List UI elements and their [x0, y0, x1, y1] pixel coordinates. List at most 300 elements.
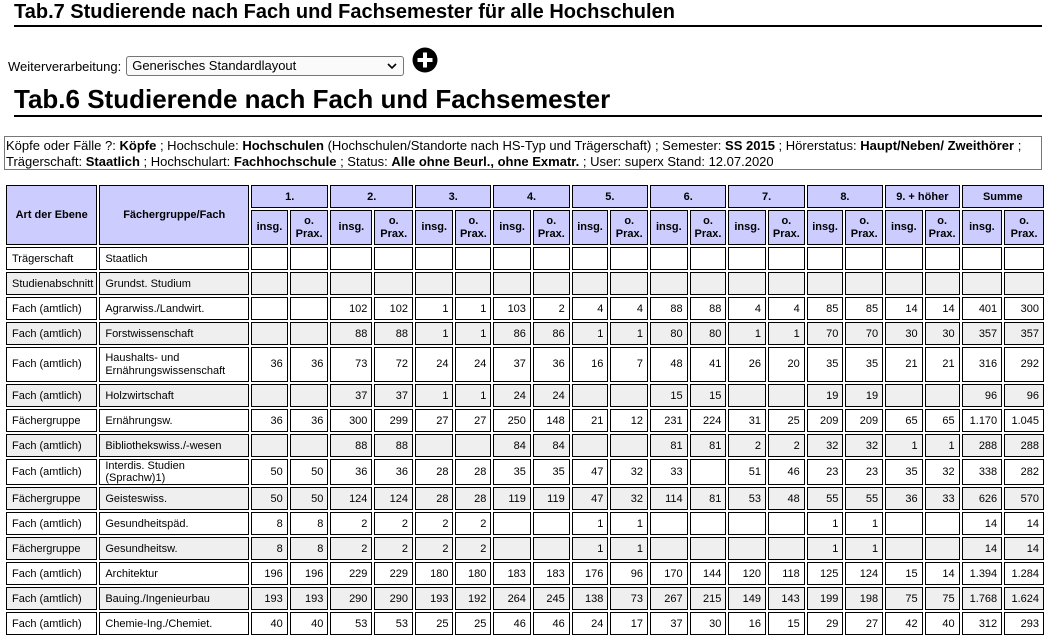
cell-value: 119	[493, 487, 531, 510]
cell-art-der-ebene: Fach (amtlich)	[6, 587, 97, 610]
cell-value: 1.045	[1004, 409, 1044, 432]
subheader-o-prax: o. Prax.	[845, 210, 883, 245]
cell-value: 118	[768, 562, 805, 585]
cell-value: 25	[415, 612, 453, 635]
cell-value: 35	[533, 459, 570, 485]
cell-value: 250	[493, 409, 531, 432]
subheader-insg: insg.	[962, 210, 1003, 245]
table-row	[6, 562, 1044, 585]
cell-value: 14	[925, 562, 960, 585]
cell-value: 73	[330, 347, 372, 382]
column-header-semester: 3.	[415, 185, 491, 208]
cell-value: 28	[415, 459, 453, 485]
cell-value: 103	[493, 297, 531, 320]
cell-value: 84	[493, 434, 531, 457]
cell-value: 25	[455, 612, 491, 635]
info-value-hochschulart: Fachhochschule	[233, 154, 337, 169]
cell-value	[290, 434, 329, 457]
cell-fach: Architektur	[99, 562, 249, 585]
cell-value: 29	[807, 612, 844, 635]
cell-value: 36	[251, 347, 288, 382]
subheader-o-prax: o. Prax.	[690, 210, 727, 245]
cell-value: 1.394	[962, 562, 1003, 585]
subheader-o-prax: o. Prax.	[925, 210, 960, 245]
cell-value: 2	[728, 434, 766, 457]
cell-value	[690, 512, 727, 535]
cell-value: 80	[650, 322, 688, 345]
cell-value	[330, 272, 372, 295]
info-key-koepfe: Köpfe oder Fälle ?:	[6, 138, 116, 153]
subheader-insg: insg.	[650, 210, 688, 245]
cell-fach: Agrarwiss./Landwirt.	[99, 297, 249, 320]
cell-value	[251, 322, 288, 345]
cell-value: 88	[330, 322, 372, 345]
cell-value	[690, 247, 727, 270]
cell-value	[572, 247, 609, 270]
cell-value: 19	[807, 384, 844, 407]
cell-value: 224	[690, 409, 727, 432]
table-6-title: Tab.6 Studierende nach Fach und Fachsemester	[14, 84, 1042, 117]
cell-value: 4	[572, 297, 609, 320]
cell-value: 1	[415, 297, 453, 320]
cell-value: 65	[885, 409, 923, 432]
cell-value: 23	[807, 459, 844, 485]
cell-value	[768, 247, 805, 270]
table-body	[6, 247, 1044, 635]
cell-value	[845, 272, 883, 295]
cell-value: 4	[768, 297, 805, 320]
cell-value: 28	[455, 459, 491, 485]
cell-value: 70	[845, 322, 883, 345]
cell-value	[925, 537, 960, 560]
table-row	[6, 347, 1044, 382]
cell-value	[533, 272, 570, 295]
cell-value: 124	[845, 562, 883, 585]
cell-fach: Staatlich	[99, 247, 249, 270]
cell-value: 2	[415, 537, 453, 560]
cell-value: 198	[845, 587, 883, 610]
cell-value: 75	[925, 587, 960, 610]
cell-value: 229	[374, 562, 413, 585]
subheader-insg: insg.	[251, 210, 288, 245]
info-user-stand: ; User: superx Stand: 12.07.2020	[582, 154, 774, 169]
info-key-status: ; Status:	[340, 154, 388, 169]
column-header-faechergruppe-fach: Fächergruppe/Fach	[99, 185, 249, 245]
cell-value: 35	[493, 459, 531, 485]
cell-value: 48	[768, 487, 805, 510]
cell-value: 196	[290, 562, 329, 585]
cell-value	[925, 384, 960, 407]
cell-value: 124	[330, 487, 372, 510]
cell-value	[533, 512, 570, 535]
cell-value: 53	[728, 487, 766, 510]
cell-value: 2	[455, 537, 491, 560]
cell-value: 1.284	[1004, 562, 1044, 585]
cell-value: 1	[610, 512, 648, 535]
cell-value	[330, 247, 372, 270]
cell-value	[455, 434, 491, 457]
cell-fach: Bauing./Ingenieurbau	[99, 587, 249, 610]
cell-value	[728, 512, 766, 535]
cell-value: 30	[690, 612, 727, 635]
cell-value: 15	[885, 562, 923, 585]
cell-value: 357	[962, 322, 1003, 345]
cell-value	[415, 247, 453, 270]
cell-value: 14	[962, 512, 1003, 535]
cell-value	[251, 272, 288, 295]
cell-art-der-ebene: Fächergruppe	[6, 487, 97, 510]
cell-value: 32	[925, 459, 960, 485]
cell-value	[728, 272, 766, 295]
cell-value: 1	[572, 512, 609, 535]
subheader-o-prax: o. Prax.	[374, 210, 413, 245]
column-header-semester: 8.	[807, 185, 883, 208]
cell-fach: Ernährungsw.	[99, 409, 249, 432]
subheader-insg: insg.	[807, 210, 844, 245]
cell-value: 42	[885, 612, 923, 635]
cell-value	[610, 272, 648, 295]
cell-value	[290, 272, 329, 295]
column-header-semester: 2.	[330, 185, 413, 208]
subheader-o-prax: o. Prax.	[768, 210, 805, 245]
cell-value: 1	[455, 297, 491, 320]
info-key-hoererstatus: ; Hörerstatus:	[778, 138, 857, 153]
cell-value	[290, 384, 329, 407]
cell-value: 16	[728, 612, 766, 635]
info-value-hochschule-detail: (Hochschulen/Standorte nach HS-Typ und Trägerschaft)	[327, 138, 652, 153]
weiterverarbeitung-label: Weiterverarbeitung:	[8, 58, 122, 74]
cell-value: 27	[455, 409, 491, 432]
cell-value: 24	[493, 384, 531, 407]
table-row	[6, 459, 1044, 485]
cell-value: 75	[885, 587, 923, 610]
cell-value: 46	[768, 459, 805, 485]
subheader-o-prax: o. Prax.	[290, 210, 329, 245]
info-key-semester: ; Semester:	[654, 138, 722, 153]
cell-value: 209	[845, 409, 883, 432]
cell-value: 85	[845, 297, 883, 320]
cell-value: 183	[493, 562, 531, 585]
cell-value: 36	[290, 347, 329, 382]
cell-value	[690, 537, 727, 560]
data-table	[4, 183, 1046, 637]
cell-value	[690, 272, 727, 295]
subheader-insg: insg.	[728, 210, 766, 245]
cell-value: 50	[290, 459, 329, 485]
cell-value: 81	[690, 487, 727, 510]
cell-value: 32	[807, 434, 844, 457]
cell-value: 312	[962, 612, 1003, 635]
cell-value: 30	[925, 322, 960, 345]
info-key-hochschule: ; Hochschule:	[159, 138, 239, 153]
cell-value	[251, 247, 288, 270]
cell-value	[572, 384, 609, 407]
subheader-insg: insg.	[493, 210, 531, 245]
cell-art-der-ebene: Fach (amtlich)	[6, 612, 97, 635]
cell-value	[962, 247, 1003, 270]
cell-value: 1.170	[962, 409, 1003, 432]
column-header-semester: 4.	[493, 185, 569, 208]
cell-value: 36	[330, 459, 372, 485]
info-key-traegerschaft: ; Trägerschaft:	[6, 138, 1022, 169]
cell-value	[533, 247, 570, 270]
cell-value: 46	[493, 612, 531, 635]
cell-value: 149	[728, 587, 766, 610]
cell-fach: Chemie-Ing./Chemiet.	[99, 612, 249, 635]
cell-value: 30	[885, 322, 923, 345]
cell-value: 282	[1004, 459, 1044, 485]
cell-value: 35	[885, 459, 923, 485]
info-key-hochschulart: ; Hochschulart:	[143, 154, 231, 169]
cell-value: 55	[845, 487, 883, 510]
cell-value	[650, 247, 688, 270]
cell-value	[807, 272, 844, 295]
cell-value: 88	[374, 322, 413, 345]
cell-value: 28	[455, 487, 491, 510]
cell-value: 170	[650, 562, 688, 585]
cell-value	[885, 247, 923, 270]
cell-value: 40	[290, 612, 329, 635]
cell-value: 96	[610, 562, 648, 585]
cell-value	[845, 247, 883, 270]
subheader-insg: insg.	[885, 210, 923, 245]
table-row	[6, 587, 1044, 610]
cell-value: 143	[768, 587, 805, 610]
cell-art-der-ebene: Studienabschnitt	[6, 272, 97, 295]
column-header-semester: Summe	[962, 185, 1044, 208]
cell-value: 36	[374, 459, 413, 485]
cell-value: 267	[650, 587, 688, 610]
cell-value	[374, 272, 413, 295]
cell-value: 209	[807, 409, 844, 432]
cell-value	[768, 512, 805, 535]
cell-value	[610, 384, 648, 407]
cell-value: 196	[251, 562, 288, 585]
cell-value	[415, 272, 453, 295]
table-row	[6, 272, 1044, 295]
cell-value: 1	[455, 384, 491, 407]
weiterverarbeitung-control	[8, 55, 404, 77]
cell-value: 36	[533, 347, 570, 382]
cell-value: 50	[290, 487, 329, 510]
table-row	[6, 487, 1044, 510]
layout-select-value: Generisches Standardlayout	[132, 58, 297, 73]
cell-value: 14	[1004, 512, 1044, 535]
cell-value: 31	[728, 409, 766, 432]
cell-value: 264	[493, 587, 531, 610]
cell-value: 86	[533, 322, 570, 345]
cell-value	[455, 272, 491, 295]
cell-value: 215	[690, 587, 727, 610]
cell-value: 81	[690, 434, 727, 457]
cell-value: 288	[1004, 434, 1044, 457]
cell-value: 21	[572, 409, 609, 432]
cell-value	[572, 434, 609, 457]
filter-info-box	[4, 136, 1042, 170]
cell-value: 1	[610, 322, 648, 345]
cell-value	[1004, 272, 1044, 295]
cell-value: 84	[533, 434, 570, 457]
cell-value: 15	[768, 612, 805, 635]
cell-value: 231	[650, 409, 688, 432]
cell-value	[650, 512, 688, 535]
cell-value	[650, 537, 688, 560]
add-circle-icon[interactable]	[412, 47, 438, 73]
cell-value: 144	[690, 562, 727, 585]
cell-value: 102	[330, 297, 372, 320]
cell-value: 180	[455, 562, 491, 585]
cell-value: 2	[330, 512, 372, 535]
cell-fach: Holzwirtschaft	[99, 384, 249, 407]
column-header-art-der-ebene: Art der Ebene	[6, 185, 97, 245]
subheader-o-prax: o. Prax.	[610, 210, 648, 245]
cell-art-der-ebene: Trägerschaft	[6, 247, 97, 270]
cell-value	[493, 272, 531, 295]
table-row	[6, 512, 1044, 535]
cell-value: 114	[650, 487, 688, 510]
cell-value: 148	[533, 409, 570, 432]
chevron-down-icon	[387, 62, 397, 70]
cell-value: 14	[1004, 537, 1044, 560]
cell-value	[415, 434, 453, 457]
cell-value: 119	[533, 487, 570, 510]
cell-value: 36	[885, 487, 923, 510]
cell-value: 24	[455, 347, 491, 382]
cell-value: 138	[572, 587, 609, 610]
cell-value: 1	[728, 322, 766, 345]
cell-value: 33	[925, 487, 960, 510]
cell-value: 37	[330, 384, 372, 407]
column-header-semester: 5.	[572, 185, 648, 208]
cell-value: 55	[807, 487, 844, 510]
cell-value: 357	[1004, 322, 1044, 345]
cell-value: 8	[290, 512, 329, 535]
cell-value: 1	[610, 537, 648, 560]
cell-value	[290, 297, 329, 320]
cell-value	[807, 247, 844, 270]
cell-value: 124	[374, 487, 413, 510]
subheader-o-prax: o. Prax.	[1004, 210, 1044, 245]
cell-value: 2	[374, 537, 413, 560]
cell-value	[1004, 247, 1044, 270]
info-value-status: Alle ohne Beurl., ohne Exmatr.	[391, 154, 580, 169]
cell-art-der-ebene: Fächergruppe	[6, 537, 97, 560]
cell-value: 570	[1004, 487, 1044, 510]
cell-value: 183	[533, 562, 570, 585]
cell-value: 36	[251, 409, 288, 432]
cell-value: 48	[650, 347, 688, 382]
cell-value: 21	[925, 347, 960, 382]
table-row	[6, 612, 1044, 635]
cell-value: 120	[728, 562, 766, 585]
cell-value	[768, 537, 805, 560]
table-row	[6, 409, 1044, 432]
cell-value: 290	[330, 587, 372, 610]
cell-value: 292	[1004, 347, 1044, 382]
cell-value: 1	[885, 434, 923, 457]
cell-value: 53	[374, 612, 413, 635]
cell-value	[610, 434, 648, 457]
cell-value	[728, 384, 766, 407]
column-header-semester: 9. + höher	[885, 185, 960, 208]
cell-value: 1	[415, 384, 453, 407]
header-row-semesters	[6, 185, 1044, 208]
cell-value: 33	[650, 459, 688, 485]
cell-value: 35	[807, 347, 844, 382]
cell-value: 47	[572, 487, 609, 510]
cell-value	[251, 384, 288, 407]
cell-fach: Haushalts- und Ernährungswissenschaft	[99, 347, 249, 382]
cell-value: 14	[962, 537, 1003, 560]
cell-value: 32	[610, 487, 648, 510]
subheader-insg: insg.	[415, 210, 453, 245]
cell-value: 229	[330, 562, 372, 585]
cell-value: 2	[374, 512, 413, 535]
cell-value: 300	[1004, 297, 1044, 320]
cell-value: 180	[415, 562, 453, 585]
cell-value: 125	[807, 562, 844, 585]
cell-value: 4	[610, 297, 648, 320]
subheader-insg: insg.	[572, 210, 609, 245]
cell-value: 88	[374, 434, 413, 457]
cell-value: 1	[415, 322, 453, 345]
table-row	[6, 247, 1044, 270]
cell-value: 176	[572, 562, 609, 585]
cell-value: 81	[650, 434, 688, 457]
table-row	[6, 322, 1044, 345]
cell-value	[251, 434, 288, 457]
cell-value: 27	[845, 612, 883, 635]
cell-value: 1	[845, 512, 883, 535]
info-value-hoererstatus: Haupt/Neben/ Zweithörer	[860, 138, 1015, 153]
cell-value: 626	[962, 487, 1003, 510]
cell-value: 88	[330, 434, 372, 457]
table-row	[6, 384, 1044, 407]
cell-value: 8	[290, 537, 329, 560]
cell-value: 24	[415, 347, 453, 382]
cell-value: 65	[925, 409, 960, 432]
cell-value: 37	[493, 347, 531, 382]
cell-value	[533, 537, 570, 560]
table-header	[6, 185, 1044, 245]
cell-value: 28	[415, 487, 453, 510]
cell-value: 1	[768, 322, 805, 345]
layout-select[interactable]	[126, 56, 404, 76]
cell-value	[455, 247, 491, 270]
cell-value	[610, 247, 648, 270]
cell-value: 2	[330, 537, 372, 560]
cell-art-der-ebene: Fach (amtlich)	[6, 434, 97, 457]
table-row	[6, 434, 1044, 457]
cell-value: 17	[610, 612, 648, 635]
table-row	[6, 537, 1044, 560]
cell-value: 25	[768, 409, 805, 432]
cell-art-der-ebene: Fach (amtlich)	[6, 562, 97, 585]
column-header-semester: 7.	[728, 185, 804, 208]
cell-fach: Grundst. Studium	[99, 272, 249, 295]
cell-value: 36	[290, 409, 329, 432]
cell-value	[925, 247, 960, 270]
cell-value: 1	[925, 434, 960, 457]
cell-value: 37	[650, 612, 688, 635]
cell-art-der-ebene: Fach (amtlich)	[6, 347, 97, 382]
cell-value: 46	[533, 612, 570, 635]
cell-value: 51	[728, 459, 766, 485]
cell-fach: Gesundheitsw.	[99, 537, 249, 560]
cell-value: 1	[455, 322, 491, 345]
cell-value: 316	[962, 347, 1003, 382]
cell-value	[885, 537, 923, 560]
